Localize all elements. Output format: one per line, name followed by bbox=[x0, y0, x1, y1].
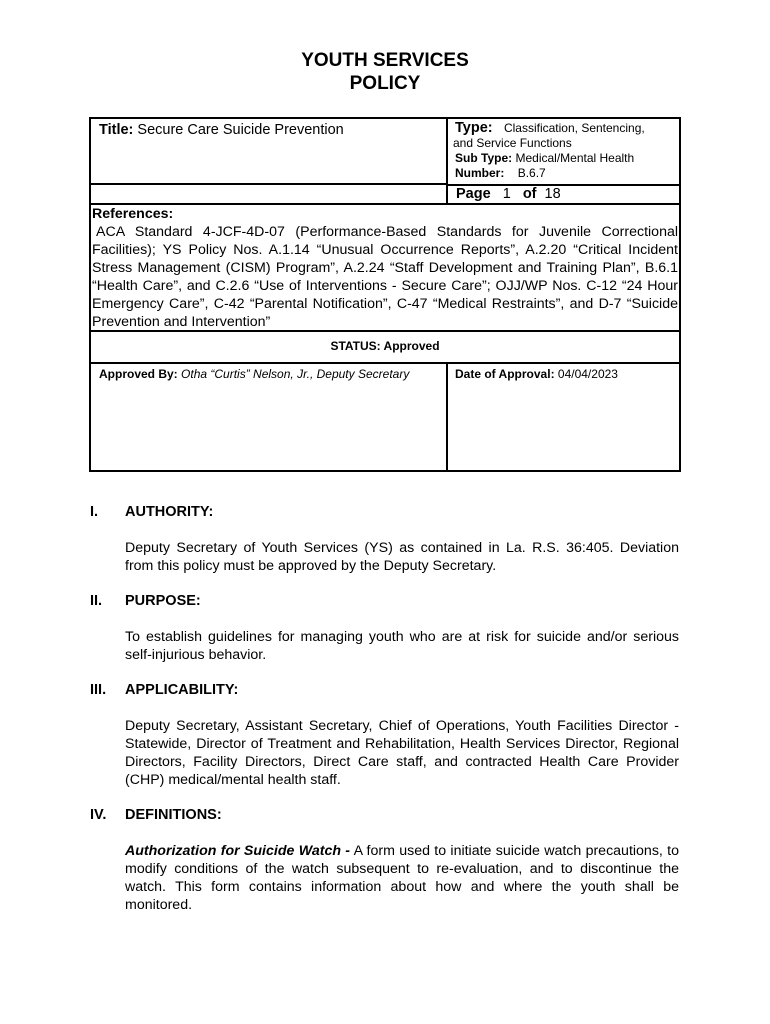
policy-type bbox=[455, 121, 677, 181]
document-title-line-1: YOUTH SERVICES bbox=[301, 50, 469, 71]
page-of: of bbox=[522, 186, 537, 202]
page-current: 1 bbox=[502, 186, 511, 202]
section-number-definitions: IV. bbox=[90, 807, 107, 823]
approval-date-label: Date of Approval: bbox=[455, 367, 555, 381]
references-text: ACA Standard 4-JCF-4D-07 (Performance-Based Standards for Juvenile Correctional Facilities); YS Policy Nos. A.1.14 “Unusual Occurrence Reports”, A.2.20 “Critical Incident Stress Management (CISM) Program”, A.2.24 “Staff Development and Training Plan”, B.6.1 “Health Care”, and C.2.6 “Use of Interventions - Secure Care”; OJJ/WP Nos. C-12 “24 Hour Emergency Care”, C-42 “Parental Notification”, C-47 “Medical Restraints”, and D-7 “Suicide Prevention and Intervention” bbox=[92, 224, 678, 330]
section-text-definitions bbox=[125, 842, 679, 914]
type-label: Type: bbox=[455, 120, 493, 136]
approval-date bbox=[455, 367, 618, 381]
references bbox=[92, 205, 678, 331]
page-total: 18 bbox=[544, 186, 561, 202]
definition-text: A form used to initiate suicide watch precautions, to modify conditions of the watch subsequent to re-evaluation, and to discontinue the watch. This form contains information about how and where the youth shall be monitored. bbox=[125, 843, 679, 913]
section-number-authority: I. bbox=[90, 504, 99, 520]
subtype-value: Medical/Mental Health bbox=[515, 151, 635, 165]
section-text-purpose: To establish guidelines for managing youth who are at risk for suicide and/or serious self-injurious behavior. bbox=[125, 629, 679, 663]
references-label: References: bbox=[92, 206, 174, 222]
section-title-applicability: APPLICABILITY: bbox=[125, 682, 239, 698]
definition-term: Authorization for Suicide Watch - bbox=[125, 843, 351, 859]
number-label: Number: bbox=[455, 166, 505, 180]
section-title-purpose: PURPOSE: bbox=[125, 593, 201, 609]
table-divider-vertical-bottom bbox=[446, 362, 448, 472]
page-indicator bbox=[456, 186, 561, 202]
section-number-applicability: III. bbox=[90, 682, 107, 698]
section-title-definitions: DEFINITIONS: bbox=[125, 807, 222, 823]
section-text-authority: Deputy Secretary of Youth Services (YS) as contained in La. R.S. 36:405. Deviation from this policy must be approved by the Deputy Secretary. bbox=[125, 540, 679, 574]
policy-title bbox=[99, 122, 344, 138]
type-value-1: Classification, Sentencing, bbox=[503, 121, 645, 135]
document-title-line-2: POLICY bbox=[349, 73, 421, 94]
approved-by-label: Approved By: bbox=[99, 367, 178, 381]
title-value: Secure Care Suicide Prevention bbox=[137, 122, 344, 138]
type-value-2: and Service Functions bbox=[453, 136, 572, 150]
table-divider-title-row bbox=[89, 183, 447, 185]
title-label: Title: bbox=[99, 122, 134, 138]
status-text: STATUS: Approved bbox=[330, 339, 440, 353]
approved-by-value: Otha “Curtis” Nelson, Jr., Deputy Secretary bbox=[181, 367, 410, 381]
table-divider-status-bottom bbox=[89, 362, 681, 364]
section-text-applicability: Deputy Secretary, Assistant Secretary, Chief of Operations, Youth Facilities Director - Statewide, Director of Treatment and Rehabilitation, Health Services Director, Regional Directors, Facility Directors, Direct Care staff, and contracted Health Care Provider (CHP) medical/mental health staff. bbox=[125, 718, 679, 788]
number-value: B.6.7 bbox=[517, 166, 546, 180]
approved-by bbox=[99, 367, 409, 381]
subtype-label: Sub Type: bbox=[455, 151, 513, 165]
page-label: Page bbox=[456, 186, 491, 202]
table-divider-vertical-top bbox=[446, 117, 448, 204]
approval-date-value: 04/04/2023 bbox=[557, 367, 618, 381]
section-title-authority: AUTHORITY: bbox=[125, 504, 214, 520]
section-number-purpose: II. bbox=[90, 593, 103, 609]
